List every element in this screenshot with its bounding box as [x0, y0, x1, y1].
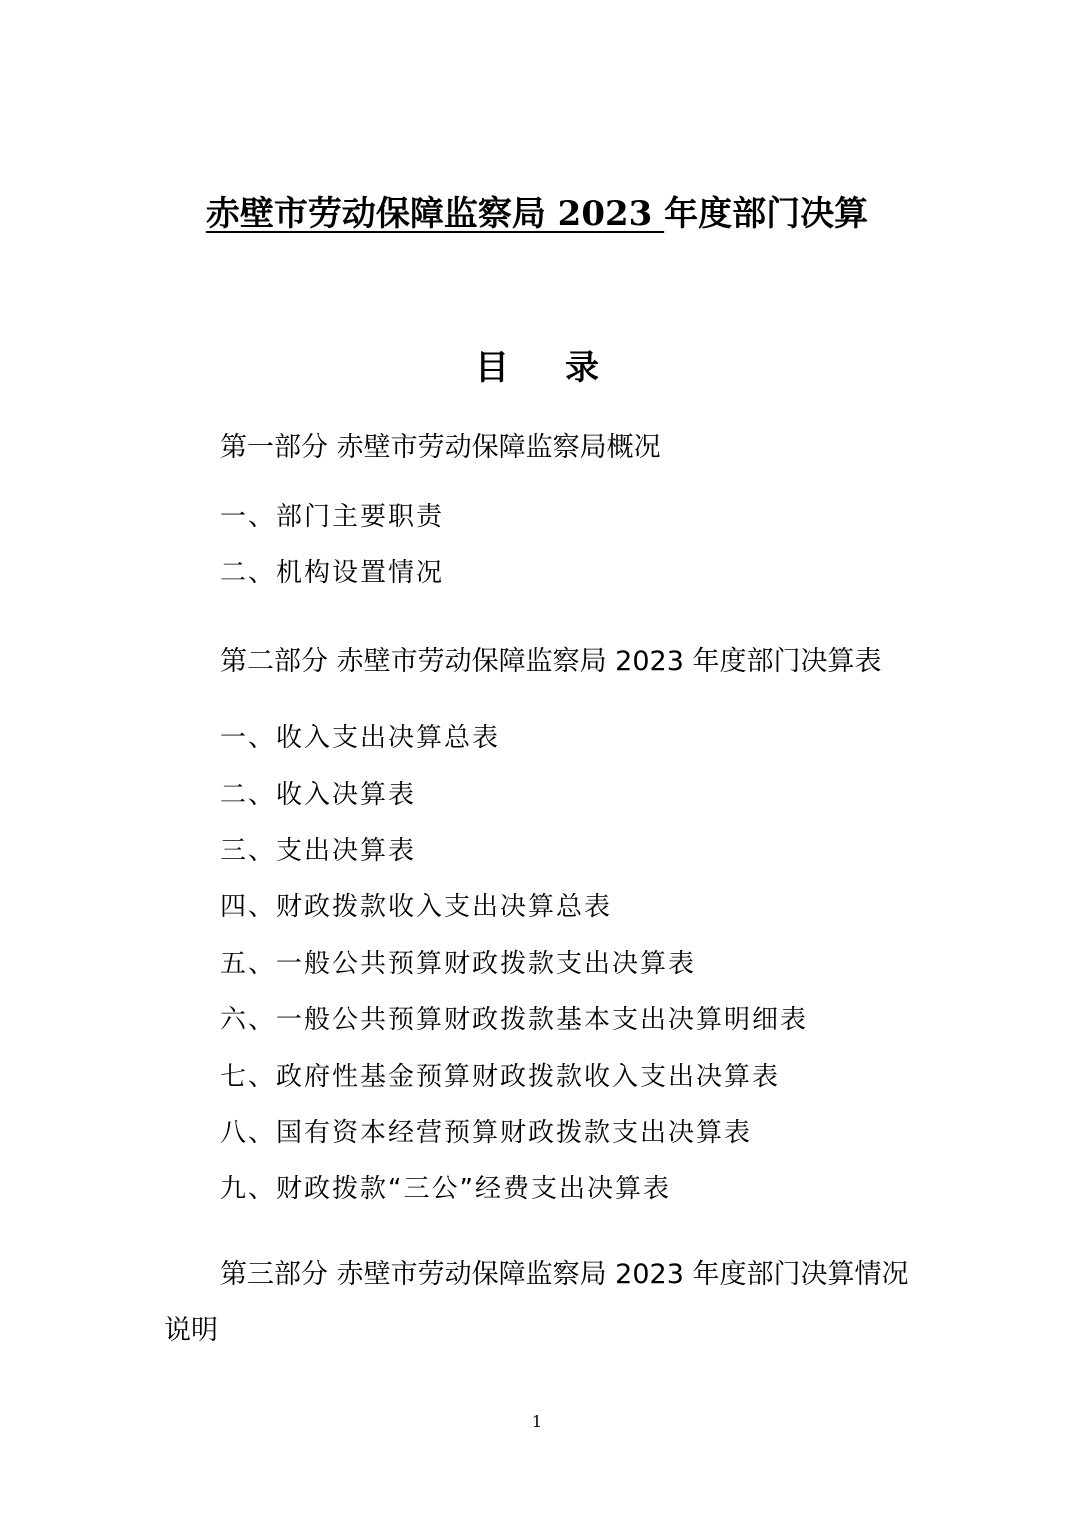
toc-part-2-item: 四、财政拨款收入支出决算总表 — [220, 892, 613, 922]
toc-part-2-item: 一、收入支出决算总表 — [220, 723, 501, 753]
toc-part-2-title: 第二部分 赤壁市劳动保障监察局 2023 年度部门决算表 — [220, 646, 882, 677]
toc-part-3-title: 第三部分 赤壁市劳动保障监察局 2023 年度部门决算情况说明 — [164, 1259, 909, 1346]
toc-part-2-item: 九、财政拨款“三公”经费支出决算表 — [220, 1174, 671, 1204]
toc-part-2-item: 六、一般公共预算财政拨款基本支出决算明细表 — [220, 1005, 809, 1035]
page-number: 1 — [531, 1412, 543, 1431]
toc-part-2-item: 七、政府性基金预算财政拨款收入支出决算表 — [220, 1062, 781, 1092]
document-title-rest: 年度部门决算 — [664, 194, 869, 234]
toc-part-2-item: 二、收入决算表 — [220, 780, 417, 810]
toc-part-2-item: 五、一般公共预算财政拨款支出决算表 — [220, 949, 697, 979]
toc-part-1-item: 一、部门主要职责 — [220, 502, 445, 532]
document-title-underlined: 赤壁市劳动保障监察局 2023 — [205, 194, 665, 234]
document-title — [0, 190, 1074, 238]
toc-part-1-title: 第一部分 赤壁市劳动保障监察局概况 — [220, 432, 661, 463]
toc-part-1-item: 二、机构设置情况 — [220, 558, 445, 588]
toc-part-2-item: 三、支出决算表 — [220, 836, 417, 866]
toc-heading: 目录 — [475, 348, 655, 388]
toc-part-2-item: 八、国有资本经营预算财政拨款支出决算表 — [220, 1118, 753, 1148]
